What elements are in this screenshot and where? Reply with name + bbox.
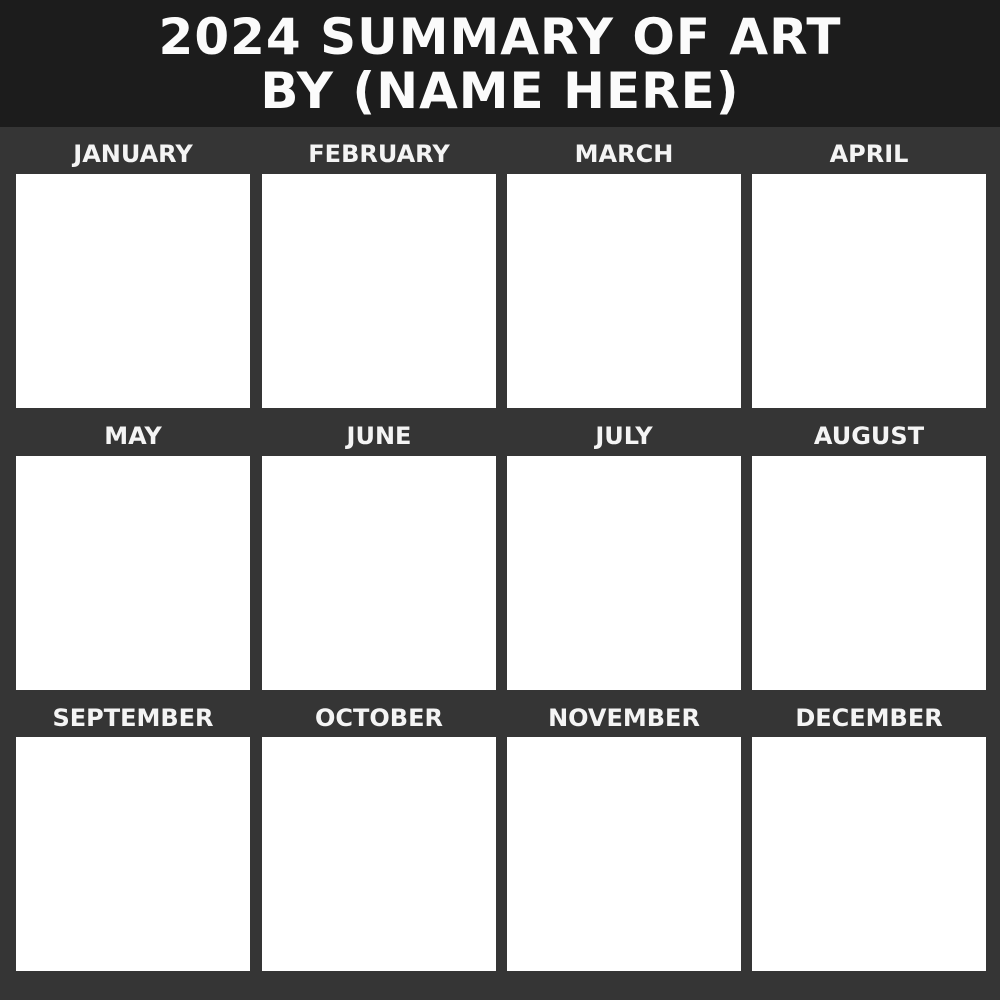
title-banner: [0, 0, 1000, 127]
art-slot-october[interactable]: [262, 737, 496, 971]
month-label-april: APRIL: [829, 140, 909, 168]
month-label-august: AUGUST: [813, 422, 925, 450]
month-label-march: MARCH: [574, 140, 674, 168]
art-slot-february[interactable]: [262, 174, 496, 408]
art-slot-november[interactable]: [507, 737, 741, 971]
art-slot-august[interactable]: [752, 456, 986, 690]
page-title: 2024 SUMMARY OF ART: [158, 7, 842, 66]
art-slot-march[interactable]: [507, 174, 741, 408]
month-label-january: JANUARY: [73, 140, 193, 168]
art-slot-january[interactable]: [16, 174, 250, 408]
art-slot-september[interactable]: [16, 737, 250, 971]
month-label-june: JUNE: [346, 422, 412, 450]
page-subtitle: BY (NAME HERE): [260, 61, 740, 120]
month-label-may: MAY: [104, 422, 162, 450]
month-label-september: SEPTEMBER: [52, 704, 214, 732]
month-label-february: FEBRUARY: [308, 140, 450, 168]
month-label-december: DECEMBER: [795, 704, 943, 732]
art-slot-december[interactable]: [752, 737, 986, 971]
month-label-october: OCTOBER: [315, 704, 443, 732]
month-label-july: JULY: [595, 422, 653, 450]
art-slot-june[interactable]: [262, 456, 496, 690]
month-label-november: NOVEMBER: [548, 704, 700, 732]
art-slot-may[interactable]: [16, 456, 250, 690]
art-slot-july[interactable]: [507, 456, 741, 690]
art-slot-april[interactable]: [752, 174, 986, 408]
